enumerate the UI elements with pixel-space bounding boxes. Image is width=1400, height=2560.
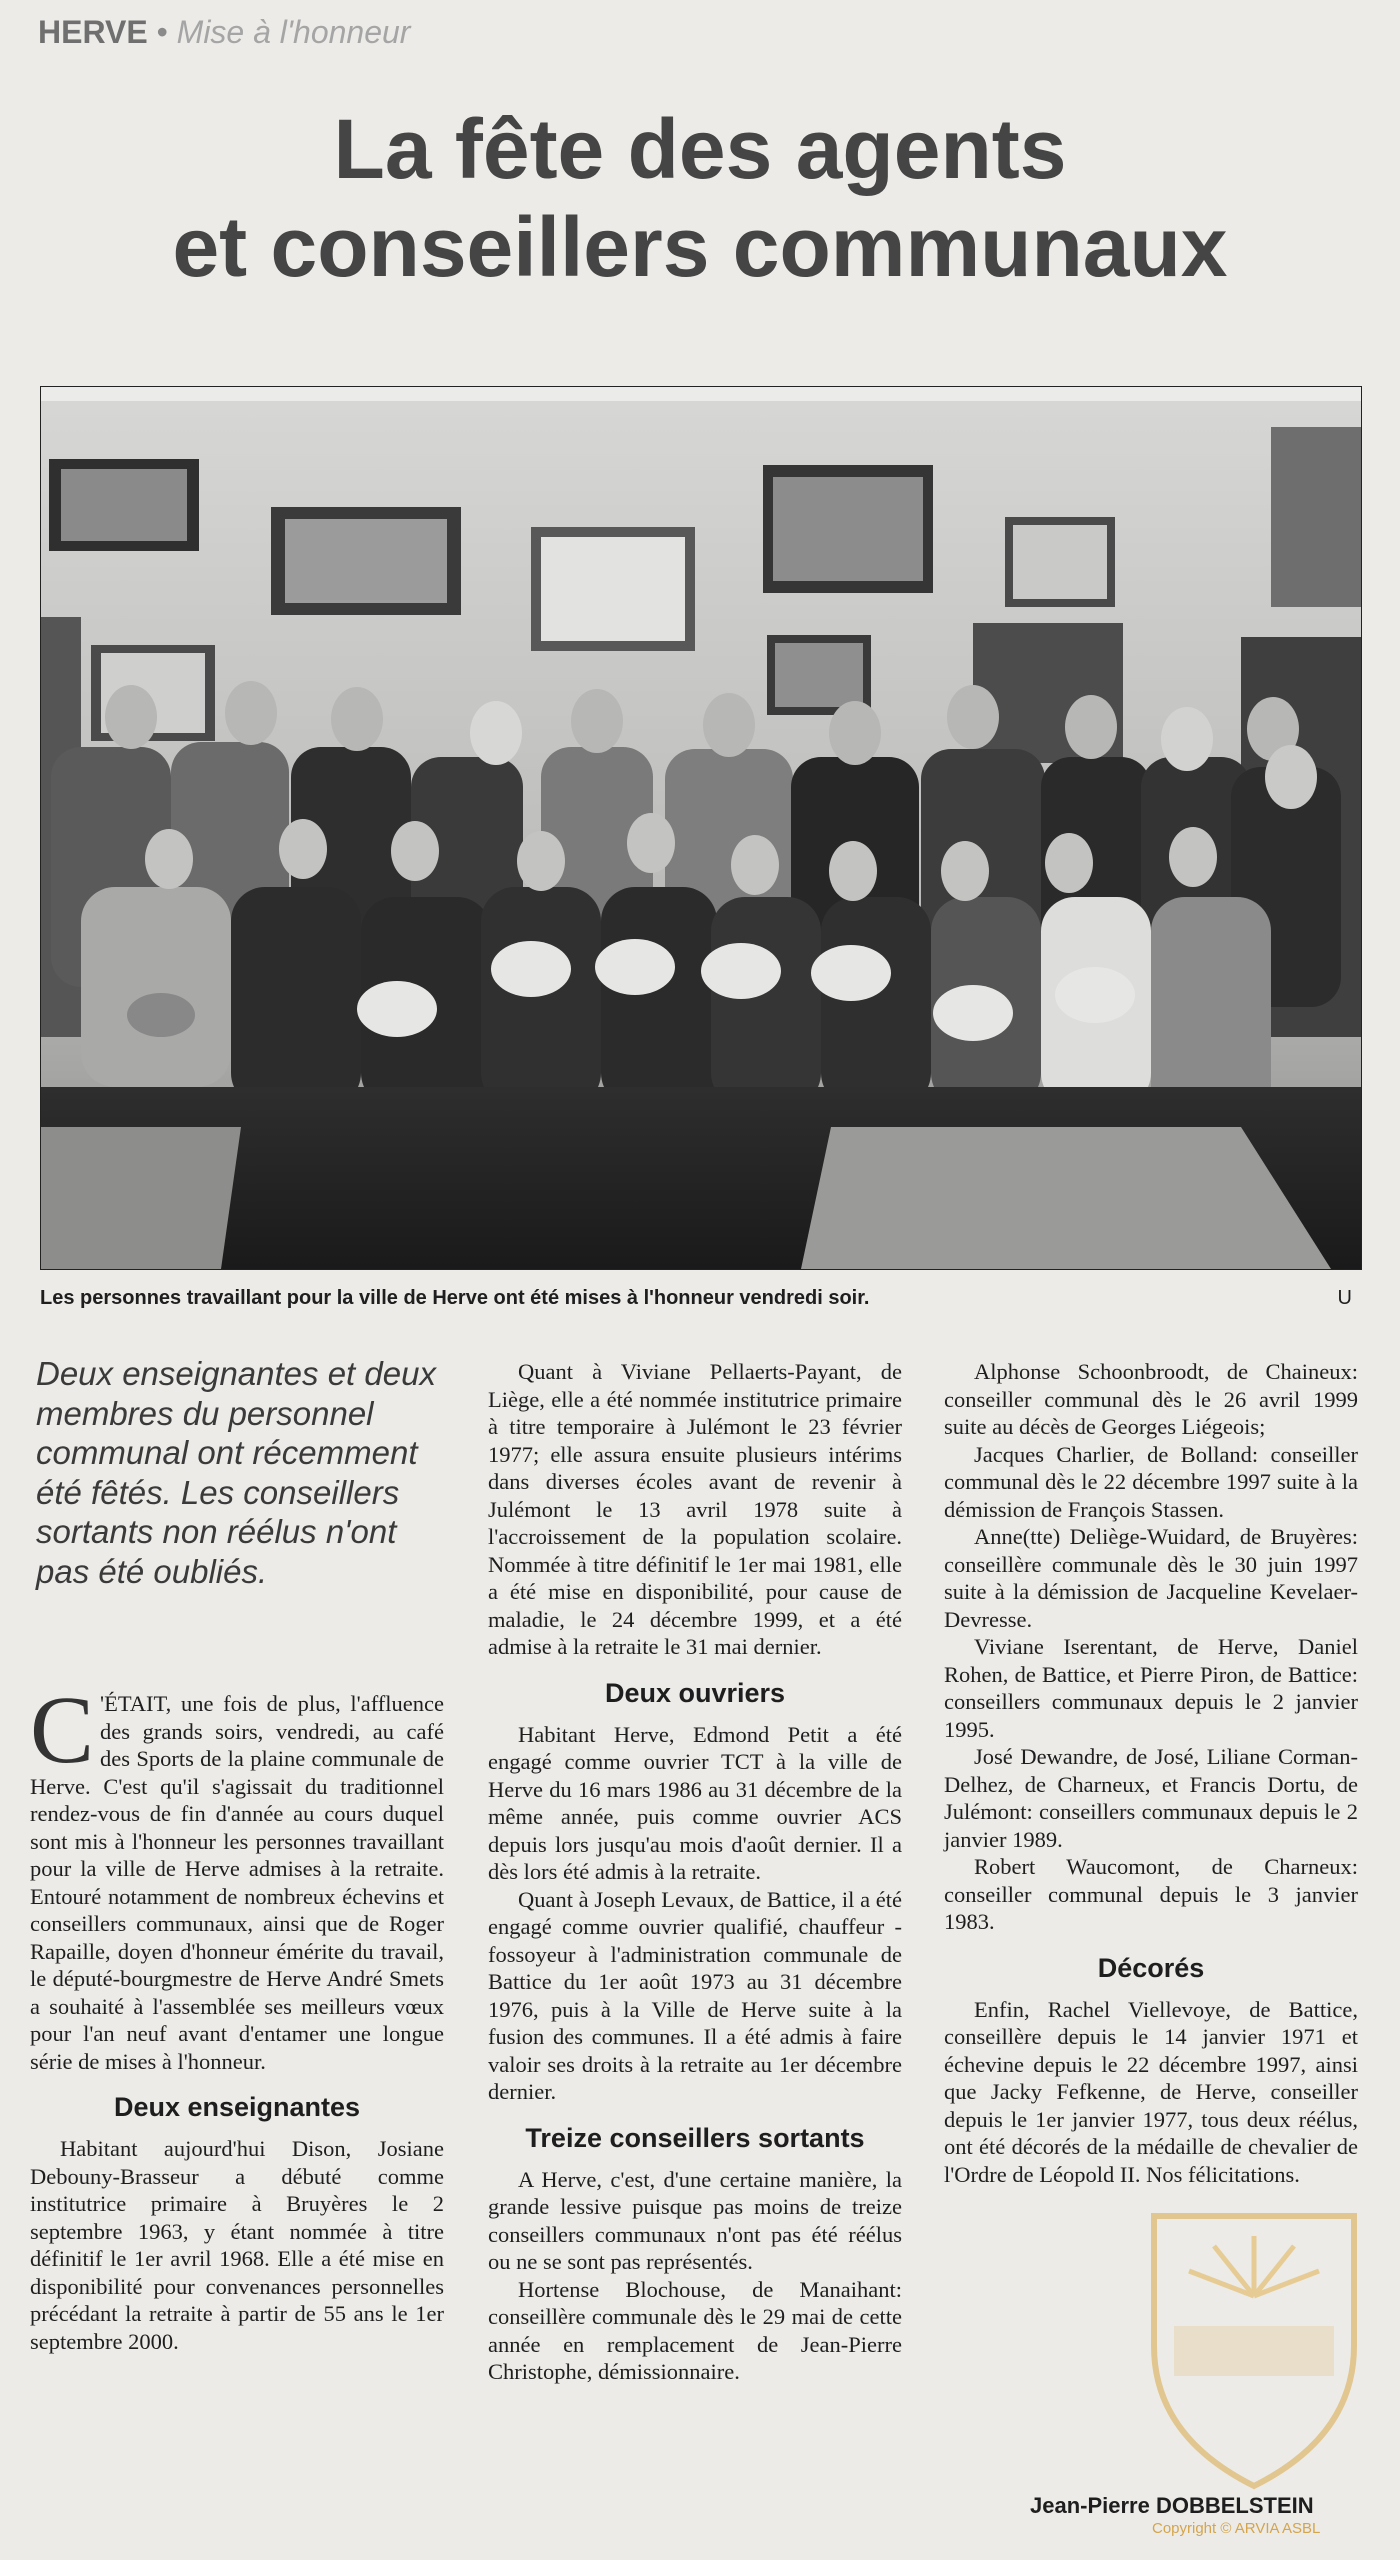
paragraph-dewandre: José Dewandre, de José, Liliane Corman-Delhez, de Charneux, et Francis Dortu, de Julémont: conseillers communaux depuis le 2 janvier 1989.: [944, 1744, 1358, 1852]
photo-caption-text: Les personnes travaillant pour la ville de Herve ont été mises à l'honneur vendredi soir.: [40, 1287, 870, 1309]
paragraph-debouny: Habitant aujourd'hui Dison, Josiane Debouny-Brasseur a débuté comme institutrice primaire à Bruyères le 2 septembre 1963, y étant nommée à titre définitif le 1er avril 1968. Elle a été mise en disponibilité pour convenances personnelles précédant la retraite à partir de 55 ans le 1er septembre 2000.: [30, 2136, 444, 2354]
headline-line-1: La fête des agents: [333, 102, 1067, 196]
photo-credit-mark: U: [1337, 1287, 1352, 1309]
paragraph-blochouse: Hortense Blochouse, de Manaihant: conseillère communale dès le 29 mai de cette année en remplacement de Jean-Pierre Christophe, démissionnaire.: [488, 2276, 902, 2384]
intro-text: , une fois de plus, l'affluence des grands soirs, vendredi, au café des Sports de la plaine communale de Herve. C'est qu'il s'agissait du traditionnel rendez-vous de fin d'année au cours duquel sont mis à l'honneur les personnes travaillant pour la ville de Herve admises à la retraite. Entouré notamment de nombreux échevins et conseillers communaux, ainsi que de Roger Rapaille, doyen d'honneur émérite du travail, le député-bourgmestre de Herve André Smets a souhaité à l'assemblée ses meilleurs vœux pour l'an neuf avant d'entamer une longue série de mises à l'honneur.: [30, 1691, 444, 2074]
paragraph-waucomont: Robert Waucomont, de Charneux: conseiller communal depuis le 3 janvier 1983.: [944, 1854, 1358, 1934]
paragraph-lessive: A Herve, c'est, d'une certaine manière, la grande lessive puisque pas moins de treize conseillers communaux n'ont pas été réélus ou ne se sont pas représentés.: [488, 2166, 902, 2274]
drop-cap: C: [30, 1676, 95, 1783]
paragraph-iserentant: Viviane Iserentant, de Herve, Daniel Rohen, de Battice, et Pierre Piron, de Battice: conseillers communaux depuis le 2 janvier 1995.: [944, 1634, 1358, 1742]
subhead-conseillers: Treize conseillers sortants: [525, 2122, 865, 2153]
subhead-enseignantes: Deux enseignantes: [113, 2092, 361, 2122]
column-1: [30, 1676, 444, 2355]
paragraph-levaux: Quant à Joseph Levaux, de Battice, il a été engagé comme ouvrier qualifié, chauffeur - fossoyeur à l'administration communale de Battice du 1er août 1973 au 31 décembre 1976, puis à la Ville de Herve suite à la fusion des communes. Il a été admis à faire valoir ses droits à la retraite au 1er décembre dernier.: [488, 1886, 902, 2104]
paragraph-schoonbroodt: Alphonse Schoonbroodt, de Chaineux: conseiller communal dès le 26 avril 1999 suite au décès de Georges Liégeois;: [944, 1359, 1358, 1439]
paragraph-charlier: Jacques Charlier, de Bolland: conseiller communal dès le 22 décembre 1997 suite à la démission de François Stassen.: [944, 1441, 1358, 1522]
paragraph-petit: Habitant Herve, Edmond Petit a été engagé comme ouvrier TCT à la ville de Herve du 16 mars 1986 au 31 décembre de la même année, puis comme ouvrier ACS depuis lors jusqu'au mois d'août dernier. Il a dès lors été admis à la retraite.: [488, 1721, 902, 1884]
kicker-section: Mise à l'honneur: [176, 14, 411, 50]
intro-lead-word: 'ÉTAIT: [100, 1691, 166, 1716]
subhead-ouvriers: Deux ouvriers: [604, 1677, 786, 1708]
headline-line-2: et conseillers communaux: [172, 200, 1228, 294]
author-signature: Jean-Pierre DOBBELSTEIN: [1030, 2493, 1314, 2518]
article-lead: Deux enseignantes et deux membres du personnel communal ont récemment été fêtés. Les conseillers sortants non réélus n'ont pas été oubliés.: [36, 1355, 436, 1590]
article-headline: [30, 100, 1370, 296]
photo-caption: [40, 1287, 1360, 1310]
arvia-watermark-logo: [1134, 2176, 1374, 2494]
kicker-separator: •: [156, 14, 168, 50]
paragraph-viellevoye: Enfin, Rachel Viellevoye, de Battice, conseillère depuis le 14 janvier 1971 et échevine depuis le 22 décembre 1997, ainsi que Jacky Fefkenne, de Herve, conseiller depuis le 1er janvier 1977, tous deux réélus, ont été décorés de la médaille de chevalier de l'Ordre de Léopold II. Nos félicitations.: [944, 1996, 1358, 2187]
intro-paragraph: [30, 1676, 444, 2075]
subhead-decores: Décorés: [1097, 1952, 1205, 1983]
column-2: [488, 1358, 902, 2386]
kicker-place: HERVE: [38, 14, 148, 50]
column-3: [944, 1358, 1358, 2188]
arvia-shield-icon: [1134, 2176, 1374, 2494]
group-photo: [40, 386, 1362, 1270]
paragraph-pellaerts: Quant à Viviane Pellaerts-Payant, de Liège, elle a été nommée institutrice primaire à titre temporaire à Julémont le 23 février 1977; elle assura ensuite plusieurs intérims dans diverses écoles avant de revenir à Julémont le 13 avril 1978 suite à l'accroissement de la population scolaire. Nommée à titre définitif le 1er mai 1981, elle a été mise en disponibilité, pour cause de maladie, le 24 décembre 1999, et a été admise à la retraite le 31 mai dernier.: [488, 1359, 902, 1659]
group-photo-illustration: [41, 387, 1361, 1269]
paragraph-deliege: Anne(tte) Deliège-Wuidard, de Bruyères: conseillère communale dès le 30 juin 1997 suite à la démission de Jacqueline Kevelaer-Devresse.: [944, 1524, 1358, 1632]
copyright-notice: Copyright © ARVIA ASBL: [1152, 2520, 1321, 2537]
section-kicker: [38, 14, 410, 51]
